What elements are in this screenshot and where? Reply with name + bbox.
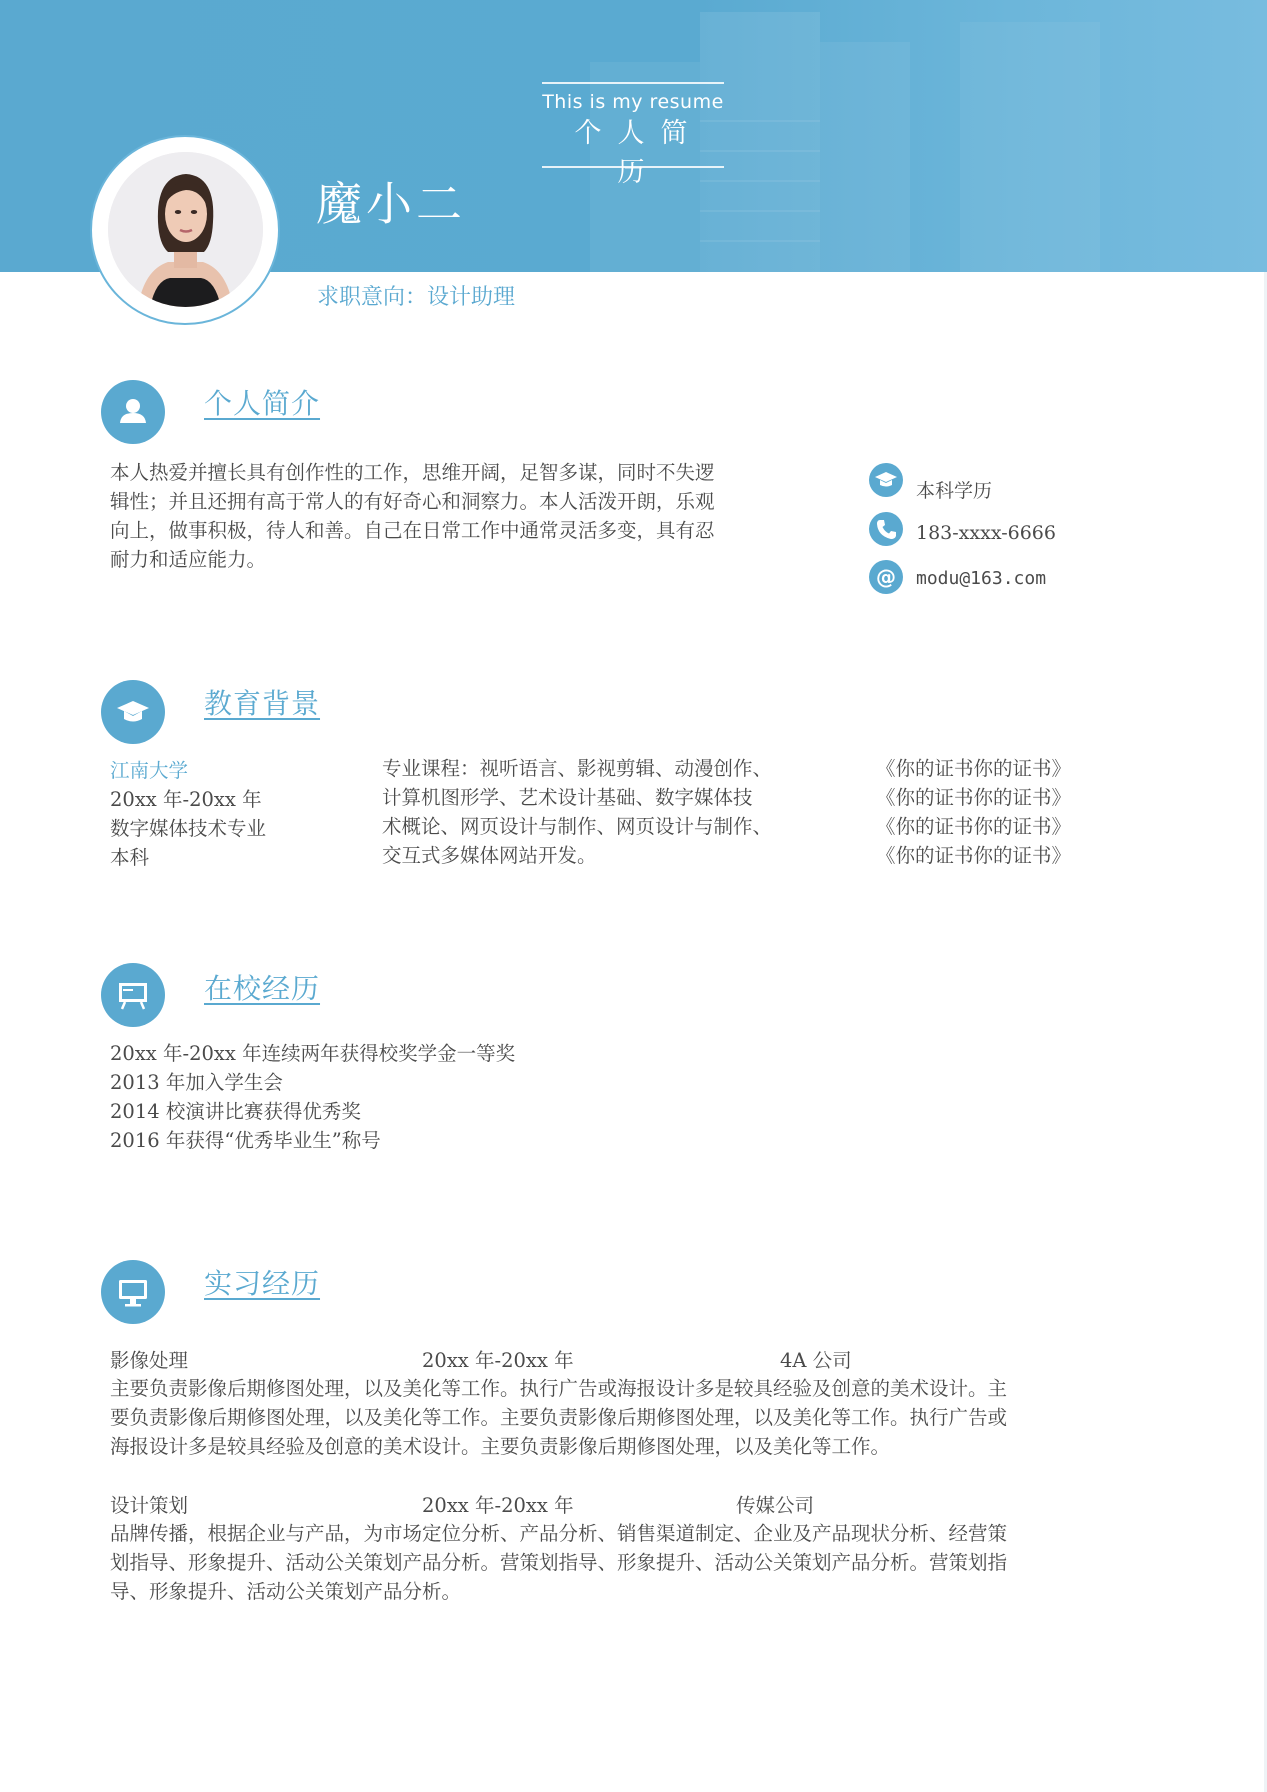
motto-english: This is my resume xyxy=(542,91,724,113)
resume-motto xyxy=(542,82,724,188)
section-title-education: 教育背景 xyxy=(204,687,321,720)
campus-item: 20xx 年-20xx 年连续两年获得校奖学金一等奖 xyxy=(110,1042,516,1065)
job-description-line: 主要负责影像后期修图处理，以及美化等工作。执行广告或海报设计多是较具经验及创意的美术设计。主 xyxy=(110,1377,1008,1400)
building-stripe xyxy=(700,240,820,242)
job-period: 20xx 年-20xx 年 xyxy=(422,1494,574,1517)
course-line: 专业课程：视听语言、影视剪辑、动漫创作、 xyxy=(382,757,773,780)
certificate-item: 《你的证书你的证书》 xyxy=(876,815,1072,838)
campus-item: 2014 校演讲比赛获得优秀奖 xyxy=(110,1100,361,1123)
job-description-line: 要负责影像后期修图处理，以及美化等工作。主要负责影像后期修图处理，以及美化等工作。执行广告或 xyxy=(110,1406,1008,1429)
job-role: 设计策划 xyxy=(110,1494,189,1517)
building-stripe xyxy=(700,210,820,212)
degree-text: 本科学历 xyxy=(916,480,993,502)
course-line: 交互式多媒体网站开发。 xyxy=(382,844,597,867)
section-title-profile: 个人简介 xyxy=(204,387,321,420)
graduation-cap-icon xyxy=(869,463,903,497)
education-period: 20xx 年-20xx 年 xyxy=(110,788,262,811)
education-section-icon xyxy=(101,680,165,744)
background-building xyxy=(820,42,910,272)
education-level: 本科 xyxy=(110,846,150,869)
job-description-line: 导、形象提升、活动公关策划产品分析。 xyxy=(110,1580,462,1603)
mortarboard-icon xyxy=(101,680,165,744)
education-major: 数字媒体技术专业 xyxy=(110,817,267,840)
applicant-name: 魔小二 xyxy=(316,177,466,231)
campus-item: 2013 年加入学生会 xyxy=(110,1071,283,1094)
job-period: 20xx 年-20xx 年 xyxy=(422,1349,574,1372)
certificate-item: 《你的证书你的证书》 xyxy=(876,844,1072,867)
certificate-item: 《你的证书你的证书》 xyxy=(876,757,1072,780)
job-description xyxy=(110,1374,1007,1461)
job-objective: 求职意向：设计助理 xyxy=(317,285,516,310)
certificate-list xyxy=(876,754,1071,870)
portrait-photo xyxy=(108,152,263,307)
job-company: 4A 公司 xyxy=(780,1349,852,1372)
profile-line: 耐力和适应能力。 xyxy=(110,548,267,571)
presentation-board-icon xyxy=(101,963,165,1027)
email-text: modu@163.com xyxy=(916,568,1047,589)
campus-section-icon xyxy=(101,963,165,1027)
background-building xyxy=(960,22,1100,272)
section-title-internship: 实习经历 xyxy=(204,1267,321,1300)
job-description xyxy=(110,1519,1007,1606)
person-icon xyxy=(101,380,165,444)
email-at-icon xyxy=(869,560,903,594)
profile-line: 辑性；并且还拥有高于常人的有好奇心和洞察力。本人活泼开朗，乐观 xyxy=(110,490,715,513)
profile-section-icon xyxy=(101,380,165,444)
monitor-icon xyxy=(101,1260,165,1324)
motto-chinese: 个人简历 xyxy=(574,118,704,188)
profile-text xyxy=(110,458,715,574)
course-line: 计算机图形学、艺术设计基础、数字媒体技 xyxy=(382,786,753,809)
section-title-campus: 在校经历 xyxy=(204,972,321,1005)
certificate-item: 《你的证书你的证书》 xyxy=(876,786,1072,809)
job-description-line: 品牌传播，根据企业与产品，为市场定位分析、产品分析、销售渠道制定、企业及产品现状分析、经营策 xyxy=(110,1522,1008,1545)
phone-icon xyxy=(869,512,903,546)
job-role: 影像处理 xyxy=(110,1349,189,1372)
campus-list xyxy=(110,1039,515,1155)
job-company: 传媒公司 xyxy=(736,1494,815,1517)
job-description-line: 划指导、形象提升、活动公关策划产品分析。营策划指导、形象提升、活动公关策划产品分析。营策划指 xyxy=(110,1551,1008,1574)
job-description-line: 海报设计多是较具经验及创意的美术设计。主要负责影像后期修图处理，以及美化等工作。 xyxy=(110,1435,891,1458)
school-name: 江南大学 xyxy=(110,759,189,782)
internship-section-icon xyxy=(101,1260,165,1324)
education-school-block xyxy=(110,756,266,872)
campus-item: 2016 年获得“优秀毕业生”称号 xyxy=(110,1129,381,1152)
education-courses xyxy=(382,754,772,870)
profile-line: 本人热爱并擅长具有创作性的工作，思维开阔，足智多谋，同时不失逻 xyxy=(110,461,715,484)
course-line: 术概论、网页设计与制作、网页设计与制作、 xyxy=(382,815,773,838)
profile-line: 向上，做事积极，待人和善。自己在日常工作中通常灵活多变，具有忍 xyxy=(110,519,715,542)
svg-text:@: @ xyxy=(876,565,896,589)
avatar xyxy=(108,152,263,307)
phone-text: 183-xxxx-6666 xyxy=(916,522,1056,544)
